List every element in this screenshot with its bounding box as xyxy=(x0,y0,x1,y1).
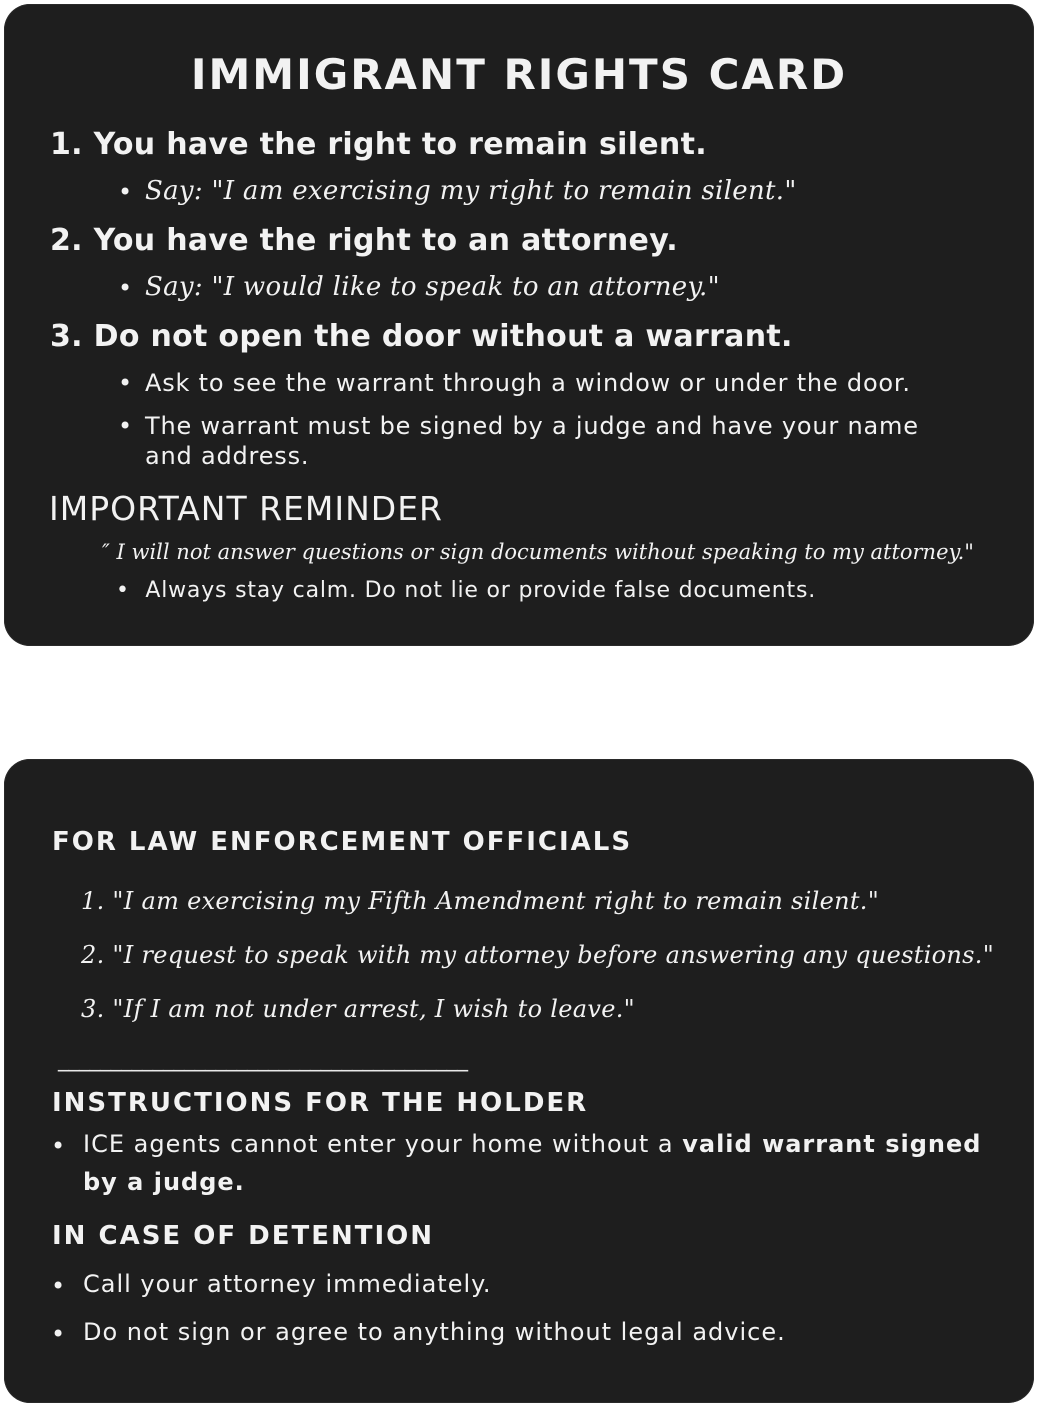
right-3-detail-2-cont: and address. xyxy=(145,442,310,470)
right-1-heading: 1. You have the right to remain silent. xyxy=(50,127,707,162)
holder-text-line-2 xyxy=(83,1168,245,1196)
bullet: • xyxy=(118,274,133,302)
bullet: • xyxy=(118,412,133,440)
statement-2: 2. "I request to speak with my attorney before answering any questions." xyxy=(81,941,995,969)
right-2-heading: 2. You have the right to an attorney. xyxy=(50,223,679,258)
right-3-heading: 3. Do not open the door without a warrant. xyxy=(50,319,793,354)
bullet: • xyxy=(118,178,133,206)
bullet: • xyxy=(51,1132,67,1160)
statement-1: 1. "I am exercising my Fifth Amendment right to remain silent." xyxy=(81,887,880,915)
holder-title: INSTRUCTIONS FOR THE HOLDER xyxy=(52,1088,589,1118)
signature-line: _______________________________________ xyxy=(58,1047,468,1072)
bullet: • xyxy=(116,578,130,603)
reminder-quote: ″ I will not answer questions or sign documents without speaking to my attorney." xyxy=(102,540,974,564)
right-2-detail: Say: "I would like to speak to an attorney." xyxy=(145,272,720,302)
reminder-bullet-text: Always stay calm. Do not lie or provide false documents. xyxy=(145,578,817,603)
reminder-title: IMPORTANT REMINDER xyxy=(49,489,443,528)
detention-item-1: Call your attorney immediately. xyxy=(83,1270,492,1298)
holder-text-line-1 xyxy=(83,1130,981,1158)
rights-card-front xyxy=(4,4,1034,646)
detention-item-2: Do not sign or agree to anything without legal advice. xyxy=(83,1318,786,1346)
right-3-detail-2: The warrant must be signed by a judge and have your name xyxy=(145,412,919,440)
detention-title: IN CASE OF DETENTION xyxy=(52,1221,435,1251)
right-1-detail: Say: "I am exercising my right to remain silent." xyxy=(145,176,797,206)
bullet: • xyxy=(51,1320,67,1348)
officials-title: FOR LAW ENFORCEMENT OFFICIALS xyxy=(52,827,633,857)
card-title: IMMIGRANT RIGHTS CARD xyxy=(190,50,848,99)
holder-text-bold: valid warrant signed xyxy=(682,1130,982,1158)
statement-3: 3. "If I am not under arrest, I wish to leave." xyxy=(81,995,635,1023)
holder-text-bold-cont: by a judge. xyxy=(83,1168,245,1196)
bullet: • xyxy=(118,369,133,397)
bullet: • xyxy=(51,1272,67,1300)
right-3-detail-1: Ask to see the warrant through a window or under the door. xyxy=(145,369,911,397)
holder-text-plain: ICE agents cannot enter your home without a xyxy=(83,1130,683,1158)
rights-card-back xyxy=(4,759,1034,1403)
reminder-bullet xyxy=(116,578,816,603)
